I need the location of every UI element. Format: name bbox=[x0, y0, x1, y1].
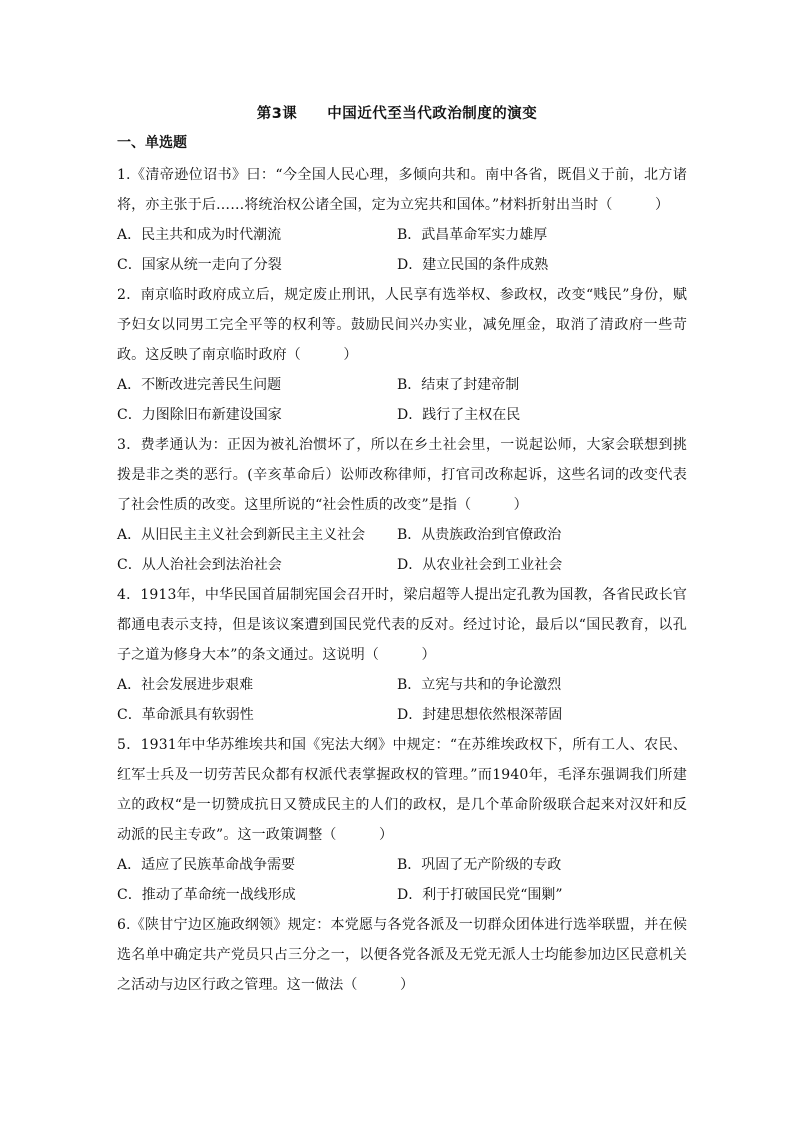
option-grid bbox=[117, 220, 687, 280]
option-d: D．从农业社会到工业社会 bbox=[397, 557, 563, 573]
question-stem: 2．南京临时政府成立后，规定废止刑讯，人民享有选举权、参政权，改变“贱民”身份，赋予妇女以同男工完全平等的权利等。鼓励民间兴办实业，减免厘金，取消了清政府一些苛政。这反映了南京临时政府（ ） bbox=[117, 287, 687, 363]
option-b: B．立宪与共和的争论激烈 bbox=[397, 677, 562, 693]
option-grid bbox=[117, 520, 687, 580]
option-d: D．建立民国的条件成熟 bbox=[397, 257, 549, 273]
question-stem: 5．1931年中华苏维埃共和国《宪法大纲》中规定：“在苏维埃政权下，所有工人、农民、红军士兵及一切劳苦民众都有权派代表掌握政权的管理。”而1940年，毛泽东强调我们所建立的政权“是一切赞成抗日又赞成民主的人们的政权，是几个革命阶级联合起来对汉奸和反动派的民主专政”。这一政策调整（ ） bbox=[117, 737, 687, 843]
option-d: D．利于打破国民党“围剿” bbox=[397, 887, 563, 903]
question-4 bbox=[117, 580, 687, 730]
option-d: D．封建思想依然根深蒂固 bbox=[397, 707, 563, 723]
option-b: B．从贵族政治到官僚政治 bbox=[397, 527, 562, 543]
question-list bbox=[117, 160, 687, 1000]
question-stem: 6.《陕甘宁边区施政纲领》规定：本党愿与各党各派及一切群众团体进行选举联盟，并在候选名单中确定共产党员只占三分之一，以便各党各派及无党无派人士均能参加边区民意机关之活动与边区行政之管理。这一做法（ ） bbox=[117, 917, 687, 993]
option-d: D．践行了主权在民 bbox=[397, 407, 521, 423]
option-grid bbox=[117, 850, 687, 910]
question-2 bbox=[117, 280, 687, 430]
option-c: C．革命派具有软弱性 bbox=[117, 707, 254, 723]
option-a: A．社会发展进步艰难 bbox=[117, 677, 254, 693]
option-a: A．民主共和成为时代潮流 bbox=[117, 227, 282, 243]
question-5 bbox=[117, 730, 687, 910]
option-c: C．国家从统一走向了分裂 bbox=[117, 257, 282, 273]
section-heading: 一、单选题 bbox=[117, 135, 187, 151]
option-b: B．武昌革命军实力雄厚 bbox=[397, 227, 548, 243]
option-c: C．从人治社会到法治社会 bbox=[117, 557, 282, 573]
option-grid bbox=[117, 370, 687, 430]
question-6 bbox=[117, 910, 687, 1000]
question-stem: 3．费孝通认为：正因为被礼治惯坏了，所以在乡土社会里，一说起讼师，大家会联想到挑拨是非之类的恶行。(辛亥革命后）讼师改称律师，打官司改称起诉，这些名词的改变代表了社会性质的改变。这里所说的“社会性质的改变”是指（ ） bbox=[117, 437, 687, 513]
option-a: A．不断改进完善民生问题 bbox=[117, 377, 282, 393]
option-c: C．推动了革命统一战线形成 bbox=[117, 887, 296, 903]
option-a: A．适应了民族革命战争需要 bbox=[117, 857, 296, 873]
option-grid bbox=[117, 670, 687, 730]
page-title: 第3课 中国近代至当代政治制度的演变 bbox=[256, 106, 538, 122]
question-stem: 4．1913年，中华民国首届制宪国会召开时，梁启超等人提出定孔教为国教，各省民政长官都通电表示支持，但是该议案遭到国民党代表的反对。经过讨论，最后以“国民教育，以孔子之道为修身大本”的条文通过。这说明（ ） bbox=[117, 587, 687, 663]
option-a: A．从旧民主主义社会到新民主主义社会 bbox=[117, 527, 366, 543]
option-b: B．结束了封建帝制 bbox=[397, 377, 520, 393]
question-1 bbox=[117, 160, 687, 280]
question-stem: 1.《清帝逊位诏书》曰：“今全国人民心理，多倾向共和。南中各省，既倡义于前，北方诸将，亦主张于后……将统治权公诸全国，定为立宪共和国体。”材料折射出当时（ ） bbox=[117, 167, 687, 213]
option-b: B．巩固了无产阶级的专政 bbox=[397, 857, 562, 873]
question-3 bbox=[117, 430, 687, 580]
option-c: C．力图除旧布新建设国家 bbox=[117, 407, 282, 423]
